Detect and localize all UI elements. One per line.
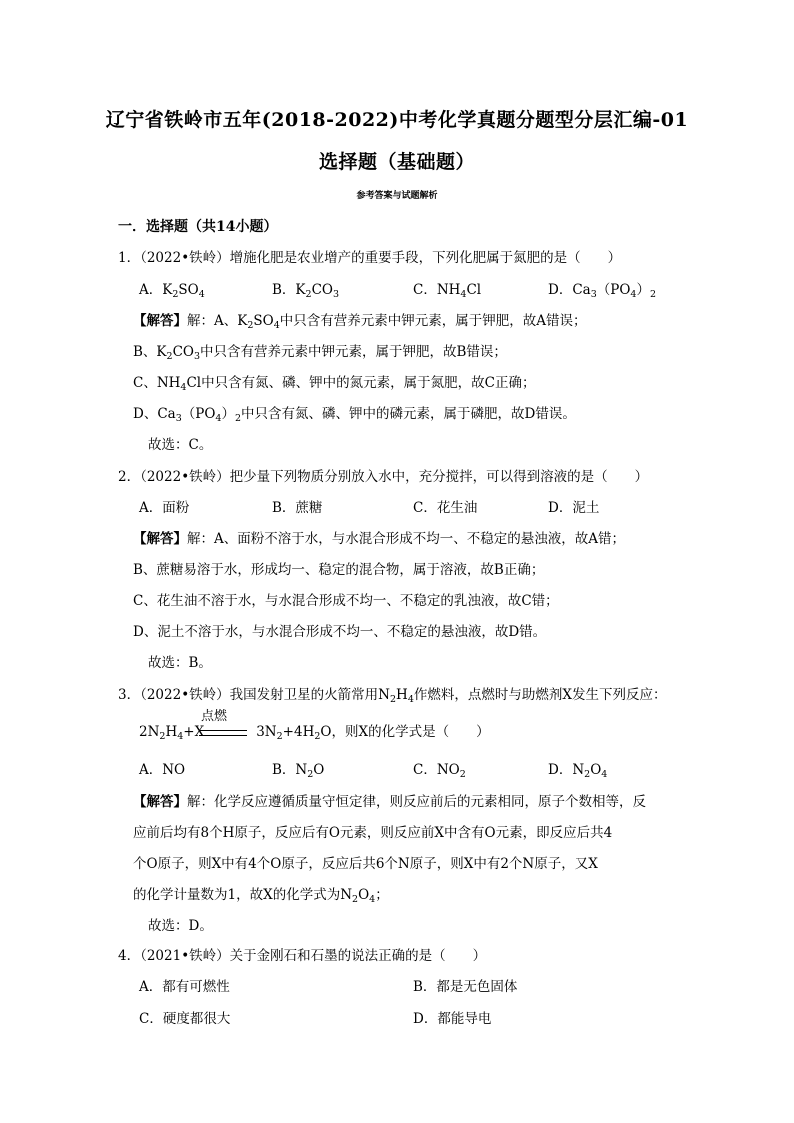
q2-answer-line3: C、花生油不溶于水，与水混合形成不均一、不稳定的乳浊液，故C错； (133, 593, 559, 609)
q2-option-d: D．泥土 (548, 500, 600, 516)
page-title: 辽宁省铁岭市五年(2018-2022)中考化学真题分题型分层汇编-01 (105, 109, 689, 131)
q1-option-d: D．$Ca_3(PO_4)_2$ (548, 282, 656, 300)
q2-option-b: B．蔗糖 (272, 500, 323, 516)
q4-option-b: B．都是无色固体 (413, 979, 518, 995)
page-title-line2: 选择题（基础题） (318, 151, 475, 173)
q1-answer-line3: C、$NH_4Cl$中只含有氮、磷、钾中的氮元素，属于氮肥，故C正确； (133, 375, 536, 393)
q3-answer-line4: 的化学计量数为1，故X的化学式为$N_2O_4$； (133, 887, 389, 905)
q4-option-a: A．都有可燃性 (139, 979, 230, 995)
q3-option-c: C．$NO_2$ (413, 762, 466, 780)
q1-option-c: C．$NH_4Cl$ (413, 282, 482, 300)
q1-option-a: A．$K_2SO_4$ (139, 282, 205, 300)
equals-sign-double-line (199, 730, 247, 736)
section-heading: 一．选择题（共14小题） (118, 219, 278, 235)
q1-choice: 故选：C。 (148, 437, 213, 453)
q3-choice: 故选：D。 (148, 918, 213, 934)
q1-answer-line4: D、$Ca_3(PO_4)_2$中只含有氮、磷、钾中的磷元素，属于磷肥，故D错误。 (133, 406, 576, 424)
q3-answer-line2: 应前后均有8个H原子，反应后有O元素，则反应前X中含有O元素，即反应后共4 (133, 825, 613, 841)
q2-option-a: A．面粉 (139, 500, 190, 516)
q2-option-c: C．花生油 (413, 500, 478, 516)
q1-option-b: B．$K_2CO_3$ (272, 282, 340, 300)
q2-answer-line2: B、蔗糖易溶于水，形成均一、稳定的混合物，属于溶液，故B正确； (133, 562, 545, 578)
q2-answer-line4: D、泥土不溶于水，与水混合形成不均一、不稳定的悬浊液，故D错。 (133, 624, 547, 640)
q2-stem: 2．（2022•铁岭）把少量下列物质分别放入水中，充分搅拌，可以得到溶液的是（ ） (118, 469, 649, 485)
q2-choice: 故选：B。 (148, 655, 212, 671)
answer-subtitle: 参考答案与试题解析 (356, 191, 438, 201)
q3-option-d: D．$N_2O_4$ (548, 762, 608, 780)
q4-option-d: D．都能导电 (413, 1011, 492, 1027)
q4-stem: 4．（2021•铁岭）关于金刚石和石墨的说法正确的是（ ） (118, 948, 487, 964)
q1-answer-line2: B、$K_2CO_3$中只含有营养元素中钾元素，属于钾肥，故B错误； (133, 344, 507, 362)
q3-option-b: B．$N_2O$ (272, 762, 325, 780)
q4-option-c: C．硬度都很大 (139, 1011, 231, 1027)
q2-answer-line1: 【解答】解：A、面粉不溶于水，与水混合形成不均一、不稳定的悬浊液，故A错； (133, 531, 625, 547)
q3-option-a: A．NO (139, 762, 186, 778)
q1-answer-line1: 【解答】解：A、$K_2SO_4$中只含有营养元素中钾元素，属于钾肥，故A错误； (133, 313, 587, 331)
q3-stem: 3．（2022•铁岭）我国发射卫星的火箭常用$N_2H_4$作燃料，点燃时与助燃剂X发生下列反应： (118, 687, 667, 705)
q3-answer-line1: 【解答】解：化学反应遵循质量守恒定律，则反应前后的元素相同，原子个数相等，反 (133, 794, 646, 810)
q3-answer-line3: 个O原子，则X中有4个O原子，反应后共6个N原子，则X中有2个N原子，又X (133, 856, 598, 872)
reaction-condition: 点燃 (201, 709, 228, 724)
q3-reaction-equation: $2N_2H_4+X$ $3N_2+4H_2O$，则X的化学式是（ ） 点燃 (139, 698, 679, 744)
q1-stem: 1．（2022•铁岭）增施化肥是农业增产的重要手段，下列化肥属于氮肥的是（ ） (118, 250, 622, 266)
